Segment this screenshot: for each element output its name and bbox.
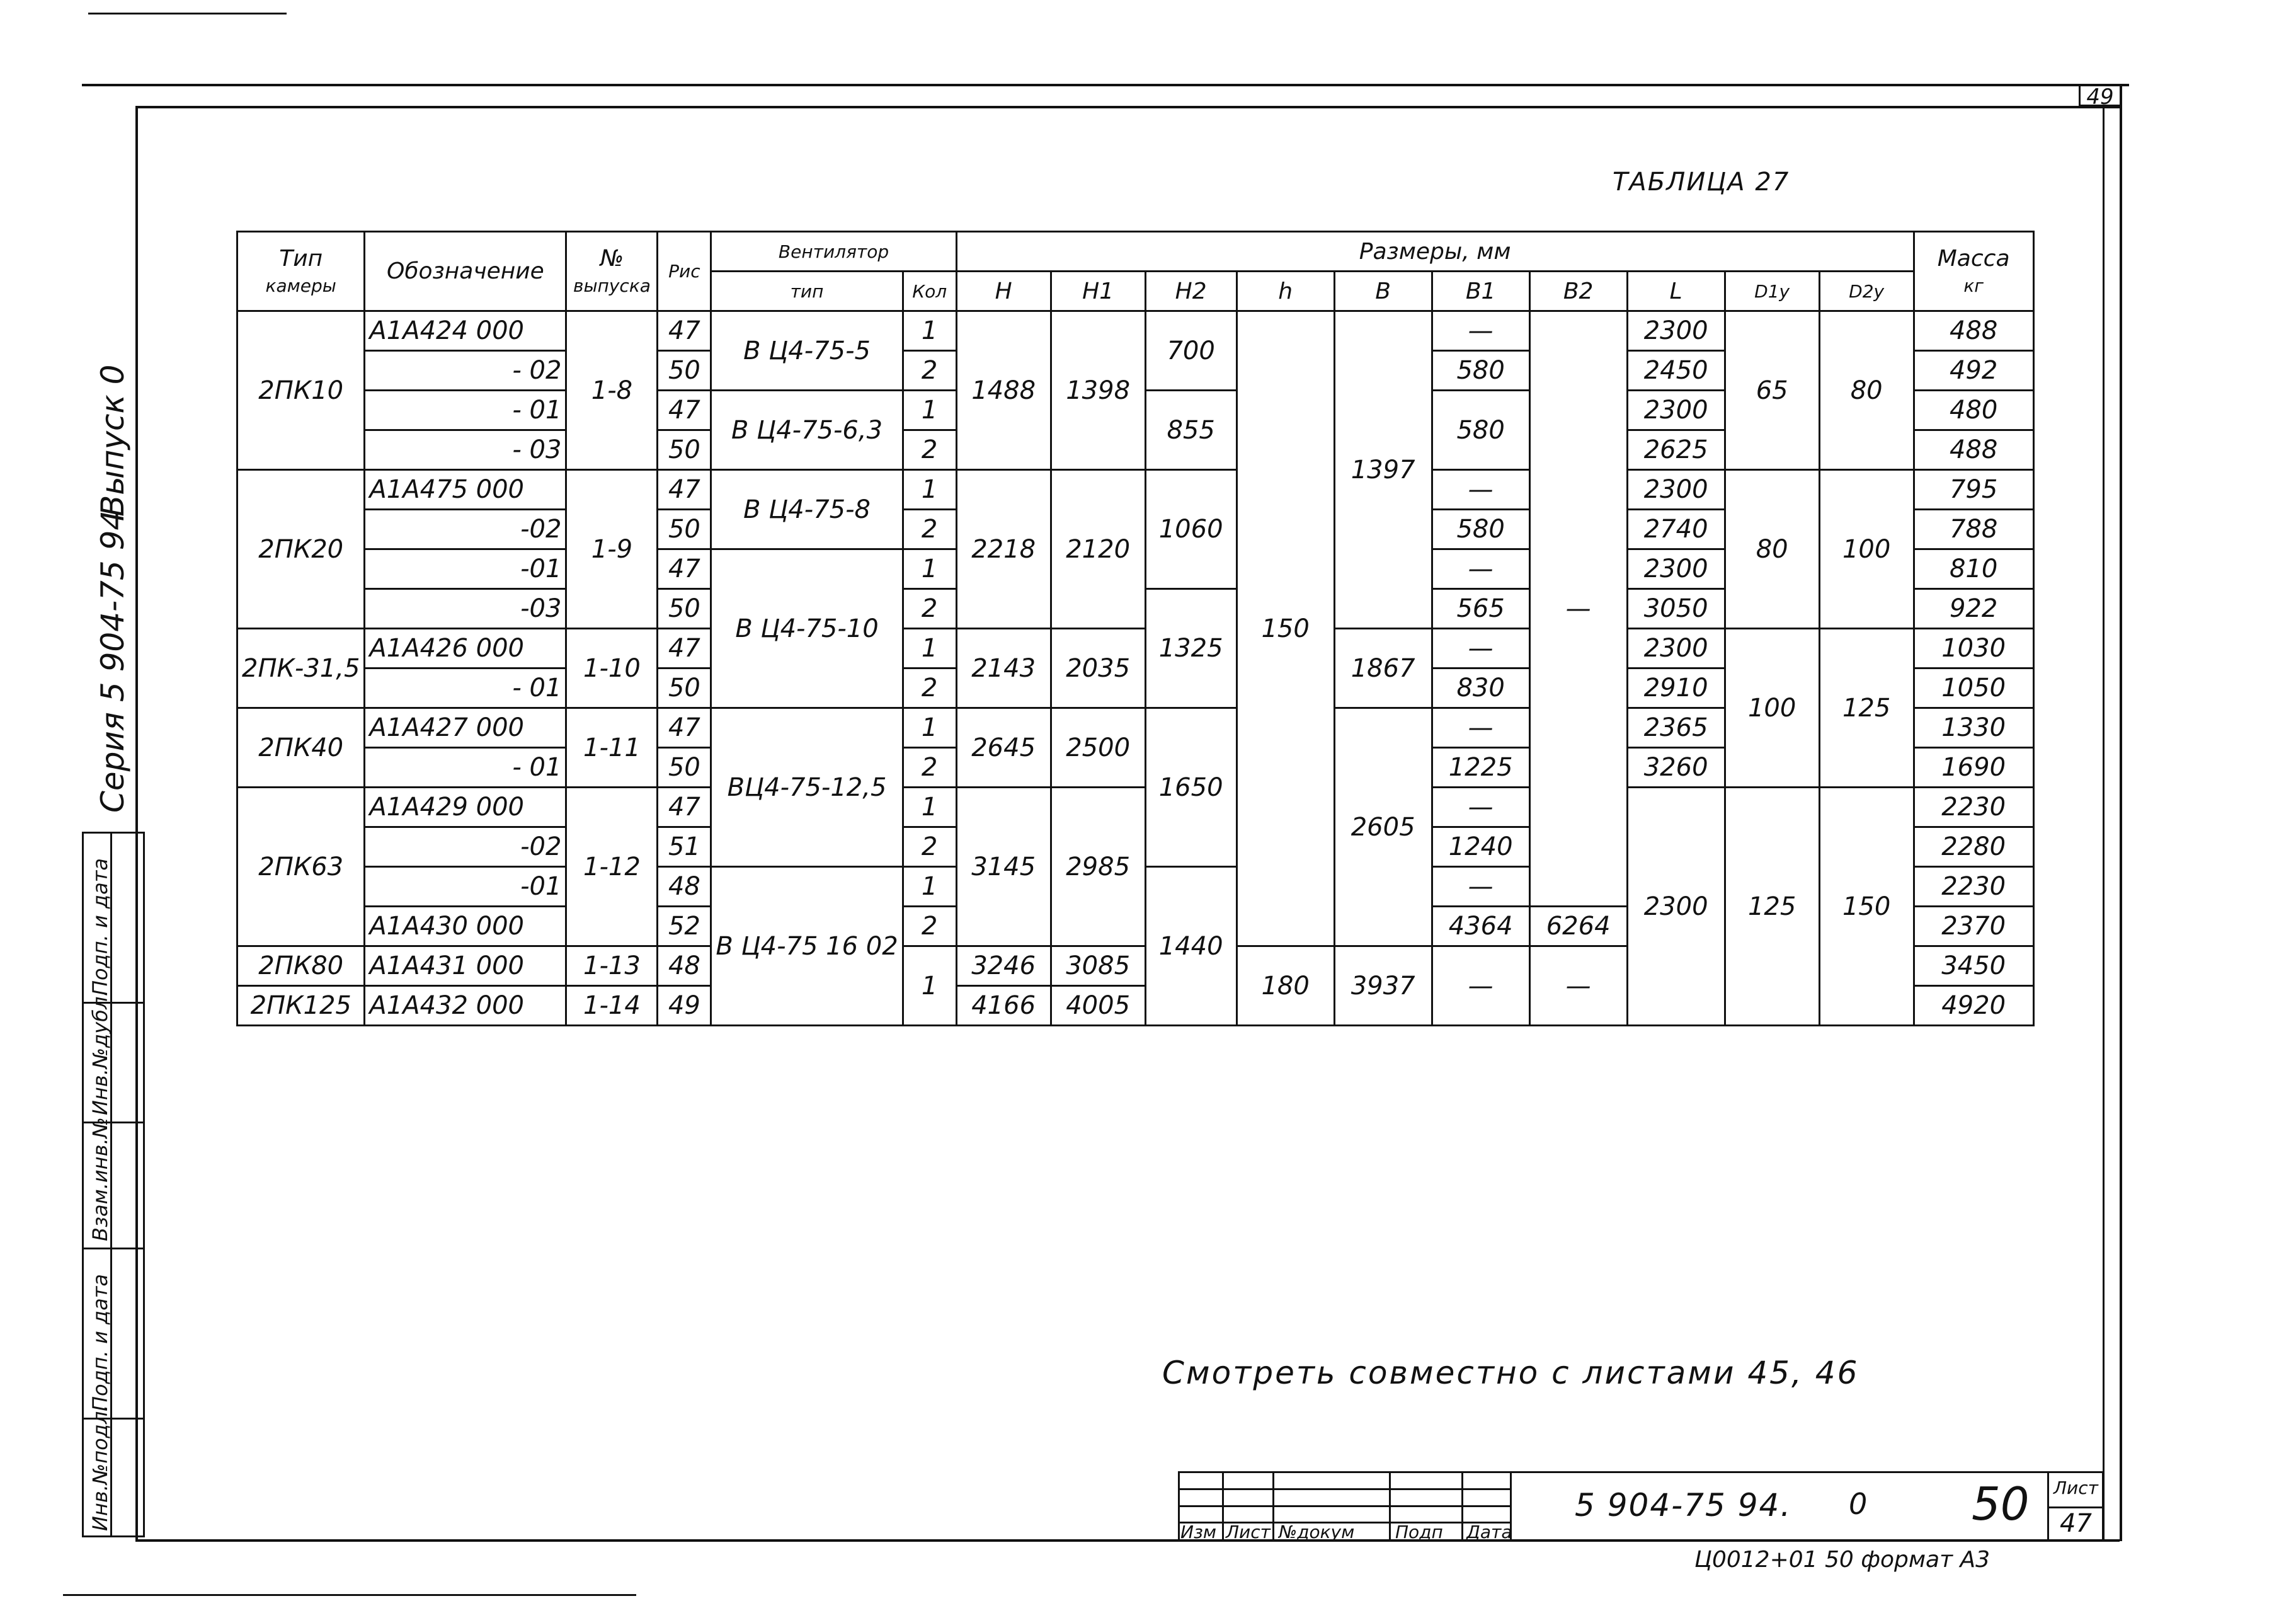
- cell-designation: А1А427 000: [365, 708, 566, 748]
- format-line: Ц0012+01 50 формат А3: [1694, 1547, 1990, 1573]
- grid-line: [1222, 1471, 1224, 1542]
- cell-qty: 2: [903, 669, 956, 708]
- cell-fig: 47: [658, 391, 711, 430]
- cell-mass: 810: [1914, 549, 2033, 589]
- cell-qty: 1: [903, 549, 956, 589]
- cell-mass: 3450: [1914, 946, 2033, 986]
- cell-designation: - 01: [365, 748, 566, 788]
- header-L: L: [1627, 272, 1725, 311]
- cell-H: 2218: [956, 470, 1051, 629]
- cell-L: 2300: [1627, 549, 1725, 589]
- cell-H1: 2500: [1051, 708, 1145, 788]
- cell-designation: -02: [365, 510, 566, 549]
- cell-B1: —: [1432, 470, 1529, 510]
- cell-mass: 2230: [1914, 788, 2033, 827]
- cell-mass: 4920: [1914, 986, 2033, 1026]
- cell-issue: 1-9: [566, 470, 658, 629]
- cell-designation: А1А430 000: [365, 907, 566, 946]
- cell-L: 2300: [1627, 311, 1725, 351]
- cell-B1: 580: [1432, 351, 1529, 391]
- table-row: [237, 311, 2034, 351]
- strip-label: Подп. и дата: [88, 1274, 112, 1411]
- cell-issue: 1-8: [566, 311, 658, 470]
- revision-mark: 0: [1849, 1487, 1868, 1521]
- cell-fig: 50: [658, 351, 711, 391]
- cell-B1: —: [1432, 708, 1529, 748]
- frame-inner-top-border: [135, 106, 2120, 108]
- header-h: h: [1237, 272, 1334, 311]
- cell-fig: 48: [658, 867, 711, 907]
- cell-fan: ВЦ4-75-12,5: [711, 708, 903, 867]
- cell-qty: 2: [903, 827, 956, 867]
- grid-line: [1272, 1471, 1274, 1542]
- cell-H1: 2035: [1051, 629, 1145, 708]
- cell-L: 2365: [1627, 708, 1725, 748]
- cell-D2: 80: [1819, 311, 1914, 470]
- cell-issue: 1-14: [566, 986, 658, 1026]
- cell-designation: А1А432 000: [365, 986, 566, 1026]
- cell-fig: 47: [658, 549, 711, 589]
- sheet-corner-tab: [2079, 84, 2122, 110]
- cell-designation: А1А424 000: [365, 311, 566, 351]
- cell-fig: 48: [658, 946, 711, 986]
- cell-designation: А1А475 000: [365, 470, 566, 510]
- cell-designation: - 03: [365, 430, 566, 470]
- cell-B1: 1240: [1432, 827, 1529, 867]
- header-B2: B2: [1529, 272, 1627, 311]
- cell-B: 1867: [1334, 629, 1432, 708]
- table-row: [237, 788, 2034, 827]
- sheet-corner-number: 49: [2086, 84, 2114, 110]
- cell-H: 1488: [956, 311, 1051, 470]
- cell-D2: 125: [1819, 629, 1914, 788]
- frame-inner-right-border: [2103, 106, 2105, 1541]
- header-B1: B1: [1432, 272, 1529, 311]
- cell-designation: -02: [365, 827, 566, 867]
- cell-fig: 52: [658, 907, 711, 946]
- cell-H2: 855: [1145, 391, 1237, 470]
- cell-mass: 480: [1914, 391, 2033, 430]
- col-label-date: Дата: [1466, 1522, 1512, 1542]
- cell-issue: 1-10: [566, 629, 658, 708]
- header-dimensions: Размеры, мм: [956, 232, 1914, 272]
- cell-B1: —: [1432, 311, 1529, 351]
- header-H: H: [956, 272, 1051, 311]
- cell-type: 2ПК20: [237, 470, 365, 629]
- cell-h: 150: [1237, 311, 1334, 946]
- cell-mass: 2370: [1914, 907, 2033, 946]
- cell-fig: 50: [658, 589, 711, 629]
- cell-issue: 1-13: [566, 946, 658, 986]
- cell-designation: - 02: [365, 351, 566, 391]
- cell-B1: 580: [1432, 391, 1529, 470]
- cell-fig: 47: [658, 788, 711, 827]
- cell-designation: А1А426 000: [365, 629, 566, 669]
- cell-qty: 1: [903, 788, 956, 827]
- frame-top-border: [82, 84, 2129, 86]
- frame-right-border: [2120, 84, 2122, 1541]
- cell-issue: 1-11: [566, 708, 658, 788]
- cell-fig: 47: [658, 470, 711, 510]
- cell-fig: 50: [658, 669, 711, 708]
- cell-H2: 1440: [1145, 867, 1237, 1026]
- cell-B1: 580: [1432, 510, 1529, 549]
- cell-mass: 795: [1914, 470, 2033, 510]
- header-fig: Рис: [658, 232, 711, 311]
- cell-fan: В Ц4-75-8: [711, 470, 903, 549]
- header-H1: H1: [1051, 272, 1145, 311]
- cell-D1: 80: [1725, 470, 1819, 629]
- cell-qty: 1: [903, 867, 956, 907]
- cell-B: 1397: [1334, 311, 1432, 629]
- grid-line: [1461, 1471, 1463, 1542]
- strip-label: Подп. и дата: [88, 858, 112, 996]
- cell-qty: 1: [903, 708, 956, 748]
- cell-B1: —: [1432, 946, 1529, 1026]
- cell-H: 2645: [956, 708, 1051, 788]
- cell-H1: 1398: [1051, 311, 1145, 470]
- strip-divider: [82, 1248, 145, 1249]
- table-row: [237, 470, 2034, 510]
- cell-H2: 700: [1145, 311, 1237, 391]
- cell-type: 2ПК10: [237, 311, 365, 470]
- cell-H2: 1060: [1145, 470, 1237, 589]
- table-caption: ТАБЛИЦА 27: [1613, 168, 1790, 197]
- cell-designation: -03: [365, 589, 566, 629]
- cell-H: 3246: [956, 946, 1051, 986]
- cell-B1: —: [1432, 629, 1529, 669]
- cell-designation: - 01: [365, 669, 566, 708]
- cell-qty: 2: [903, 907, 956, 946]
- sheet-number: 47: [2060, 1509, 2092, 1538]
- cell-L: 2300: [1627, 470, 1725, 510]
- header-D1y: D1у: [1725, 272, 1819, 311]
- cell-mass: 1690: [1914, 748, 2033, 788]
- cell-B2: —: [1529, 311, 1627, 907]
- cell-qty: 2: [903, 589, 956, 629]
- cell-mass: 788: [1914, 510, 2033, 549]
- cell-fan: В Ц4-75-10: [711, 549, 903, 708]
- cell-type: 2ПК63: [237, 788, 365, 946]
- cell-designation: -01: [365, 549, 566, 589]
- cell-H: 4166: [956, 986, 1051, 1026]
- cell-fig: 49: [658, 986, 711, 1026]
- cell-L: 3260: [1627, 748, 1725, 788]
- cell-designation: -01: [365, 867, 566, 907]
- page-bottom-line: [63, 1594, 636, 1596]
- cell-H2: 1325: [1145, 589, 1237, 708]
- cell-B2: —: [1529, 946, 1627, 1026]
- grid-line: [1389, 1471, 1391, 1542]
- page-top-line: [88, 13, 287, 14]
- cell-type: 2ПК125: [237, 986, 365, 1026]
- cell-L: 3050: [1627, 589, 1725, 629]
- col-label-doc-no: №докум: [1279, 1522, 1355, 1542]
- cell-designation: А1А431 000: [365, 946, 566, 986]
- see-also-note: Смотреть совместно с листами 45, 46: [1162, 1355, 1859, 1391]
- header-fan: Вентилятор: [711, 232, 956, 272]
- cell-B1: 830: [1432, 669, 1529, 708]
- cell-D1: 65: [1725, 311, 1819, 470]
- page-number-handwritten: 50: [1972, 1478, 2030, 1530]
- cell-qty: 1: [903, 629, 956, 669]
- cell-type: 2ПК40: [237, 708, 365, 788]
- header-type: Тип камеры: [237, 232, 365, 311]
- cell-mass: 1030: [1914, 629, 2033, 669]
- cell-H1: 2985: [1051, 788, 1145, 946]
- spec-table: [236, 231, 2035, 1026]
- cell-H1: 2120: [1051, 470, 1145, 629]
- cell-H: 2143: [956, 629, 1051, 708]
- cell-mass: 488: [1914, 311, 2033, 351]
- header-fan-qty: Кол: [903, 272, 956, 311]
- cell-fan: В Ц4-75-5: [711, 311, 903, 391]
- cell-fig: 51: [658, 827, 711, 867]
- cell-qty: 1: [903, 391, 956, 430]
- table-row: [237, 629, 2034, 669]
- cell-type: 2ПК80: [237, 946, 365, 986]
- header-B: B: [1334, 272, 1432, 311]
- cell-D2: 100: [1819, 470, 1914, 629]
- cell-designation: - 01: [365, 391, 566, 430]
- header-designation: Обозначение: [365, 232, 566, 311]
- cell-B2: 6264: [1529, 907, 1627, 946]
- cell-issue: 1-12: [566, 788, 658, 946]
- col-label-sheet: Лист: [1226, 1522, 1271, 1542]
- cell-B: 2605: [1334, 708, 1432, 946]
- cell-qty: 1: [903, 311, 956, 351]
- cell-B1: —: [1432, 867, 1529, 907]
- cell-B1: —: [1432, 549, 1529, 589]
- cell-designation: А1А429 000: [365, 788, 566, 827]
- cell-H1: 4005: [1051, 986, 1145, 1026]
- cell-B1: 1225: [1432, 748, 1529, 788]
- cell-L: 2300: [1627, 788, 1725, 1026]
- cell-mass: 1050: [1914, 669, 2033, 708]
- header-fan-type: тип: [711, 272, 903, 311]
- col-label-signature: Подп: [1395, 1522, 1443, 1542]
- cell-L: 2300: [1627, 391, 1725, 430]
- cell-D1: 100: [1725, 629, 1819, 788]
- cell-h: 180: [1237, 946, 1334, 1026]
- cell-D2: 150: [1819, 788, 1914, 1026]
- cell-qty: 1: [903, 946, 956, 1026]
- cell-fig: 50: [658, 510, 711, 549]
- cell-mass: 488: [1914, 430, 2033, 470]
- col-label-change: Изм: [1180, 1522, 1216, 1542]
- cell-mass: 492: [1914, 351, 2033, 391]
- cell-fig: 47: [658, 708, 711, 748]
- strip-label: Инв.№подл.: [88, 1404, 112, 1531]
- sheet-label: Лист: [2053, 1478, 2098, 1498]
- cell-mass: 2230: [1914, 867, 2033, 907]
- cell-qty: 2: [903, 510, 956, 549]
- cell-B1: 565: [1432, 589, 1529, 629]
- header-D2y: D2у: [1819, 272, 1914, 311]
- cell-fig: 50: [658, 430, 711, 470]
- cell-qty: 2: [903, 748, 956, 788]
- cell-L: 2450: [1627, 351, 1725, 391]
- cell-B1: 4364: [1432, 907, 1529, 946]
- cell-H2: 1650: [1145, 708, 1237, 867]
- cell-qty: 1: [903, 470, 956, 510]
- strip-label: Взам.инв.№: [88, 1117, 112, 1241]
- cell-H: 3145: [956, 788, 1051, 946]
- issue-label: Выпуск 0: [94, 364, 131, 517]
- cell-L: 2625: [1627, 430, 1725, 470]
- cell-B: 3937: [1334, 946, 1432, 1026]
- strip-label: Инв.№дубл.: [88, 990, 112, 1115]
- grid-line: [2047, 1506, 2104, 1508]
- cell-H1: 3085: [1051, 946, 1145, 986]
- series-label: Серия 5 904-75 94: [94, 510, 131, 813]
- cell-B1: —: [1432, 788, 1529, 827]
- cell-qty: 2: [903, 430, 956, 470]
- cell-L: 2300: [1627, 629, 1725, 669]
- cell-fan: В Ц4-75-6,3: [711, 391, 903, 470]
- header-issue: № выпуска: [566, 232, 658, 311]
- cell-fig: 47: [658, 311, 711, 351]
- cell-type: 2ПК-31,5: [237, 629, 365, 708]
- cell-fan: В Ц4-75 16 02: [711, 867, 903, 1026]
- cell-mass: 1330: [1914, 708, 2033, 748]
- header-mass: Масса кг: [1914, 232, 2033, 311]
- cell-qty: 2: [903, 351, 956, 391]
- document-code: 5 904-75 94.: [1575, 1487, 1792, 1524]
- cell-L: 2910: [1627, 669, 1725, 708]
- cell-fig: 47: [658, 629, 711, 669]
- cell-D1: 125: [1725, 788, 1819, 1026]
- cell-fig: 50: [658, 748, 711, 788]
- cell-mass: 922: [1914, 589, 2033, 629]
- header-H2: H2: [1145, 272, 1237, 311]
- cell-L: 2740: [1627, 510, 1725, 549]
- cell-mass: 2280: [1914, 827, 2033, 867]
